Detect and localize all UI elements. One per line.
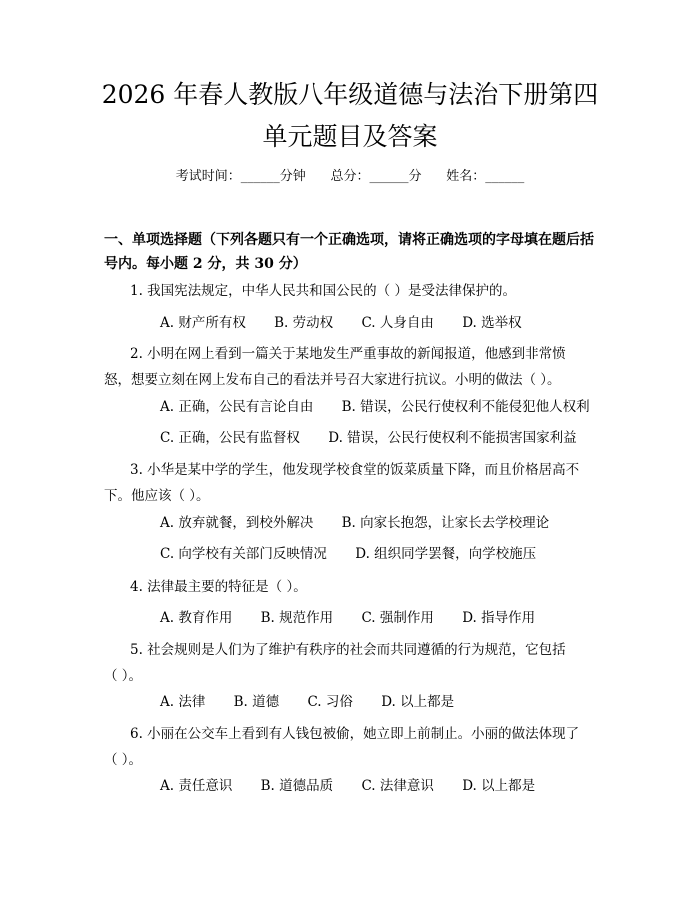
section-heading-line-2: 号内。每小题 2 分，共 30 分） — [104, 256, 307, 272]
section-heading — [104, 228, 620, 276]
exam-info-line: 考试时间：______分钟 总分：______分 姓名：______ — [175, 169, 525, 184]
question-3-options-row-1 — [160, 513, 640, 533]
option-a: A. 放弃就餐，到校外解决 — [160, 515, 314, 531]
question-2-options-row-2 — [160, 428, 640, 448]
question-3-stem-line-1: 3. 小华是某中学的学生，他发现学校食堂的饭菜质量下降，而且价格居高不 — [130, 462, 580, 478]
question-6-stem-line-1: 6. 小丽在公交车上看到有人钱包被偷，她立即上前制止。小丽的做法体现了 — [130, 726, 580, 742]
option-c: C. 人身自由 — [361, 315, 434, 331]
question-3-options-row-2 — [160, 544, 640, 564]
question-2 — [104, 341, 624, 393]
question-5-stem-line-2: （ ）。 — [104, 668, 143, 684]
option-a: A. 财产所有权 — [160, 315, 246, 331]
option-b: B. 劳动权 — [274, 315, 334, 331]
question-2-options-row-1 — [160, 397, 640, 417]
option-a: A. 教育作用 — [160, 610, 233, 626]
question-6 — [104, 721, 624, 773]
section-heading-line-1: 一、单项选择题（下列各题只有一个正确选项，请将正确选项的字母填在题后括 — [104, 232, 594, 248]
option-b: B. 规范作用 — [260, 610, 334, 626]
option-d: D. 以上都是 — [462, 778, 536, 794]
option-c: C. 强制作用 — [361, 610, 434, 626]
option-a: A. 正确，公民有言论自由 — [160, 399, 314, 415]
question-2-stem-line-2: 怒，想要立刻在网上发布自己的看法并号召大家进行抗议。小明的做法（ ）。 — [104, 372, 561, 388]
option-a: A. 法律 — [160, 694, 206, 710]
option-b: B. 向家长抱怨，让家长去学校理论 — [341, 515, 550, 531]
question-2-stem-line-1: 2. 小明在网上看到一篇关于某地发生严重事故的新闻报道，他感到非常愤 — [130, 346, 566, 362]
question-1-options — [160, 313, 640, 333]
question-1-stem: 1. 我国宪法规定，中华人民共和国公民的（ ）是受法律保护的。 — [130, 283, 516, 299]
question-3 — [104, 457, 624, 509]
document-title-line-1: 2026 年春人教版八年级道德与法治下册第四 — [101, 80, 599, 109]
question-1 — [104, 278, 624, 304]
question-5-options — [160, 692, 640, 712]
option-c: C. 法律意识 — [361, 778, 434, 794]
document-title-line-2: 单元题目及答案 — [262, 122, 438, 151]
option-c: C. 习俗 — [307, 694, 353, 710]
question-3-stem-line-2: 下。他应该（ ）。 — [104, 488, 210, 504]
option-d: D. 指导作用 — [462, 610, 536, 626]
question-5 — [104, 637, 624, 689]
question-4-stem: 4. 法律最主要的特征是（ ）。 — [130, 579, 307, 595]
question-6-stem-line-2: （ ）。 — [104, 752, 143, 768]
question-6-options — [160, 776, 640, 796]
option-d: D. 以上都是 — [381, 694, 455, 710]
option-d: D. 错误，公民行使权利不能损害国家利益 — [328, 430, 577, 446]
option-a: A. 责任意识 — [160, 778, 233, 794]
option-b: B. 道德品质 — [260, 778, 334, 794]
question-4 — [104, 574, 624, 600]
option-d: D. 选举权 — [462, 315, 522, 331]
option-b: B. 道德 — [233, 694, 280, 710]
question-5-stem-line-1: 5. 社会规则是人们为了维护有秩序的社会而共同遵循的行为规范，它包括 — [130, 642, 566, 658]
option-b: B. 错误，公民行使权利不能侵犯他人权利 — [341, 399, 590, 415]
option-c: C. 向学校有关部门反映情况 — [160, 546, 327, 562]
option-d: D. 组织同学罢餐，向学校施压 — [355, 546, 537, 562]
question-4-options — [160, 608, 640, 628]
option-c: C. 正确，公民有监督权 — [160, 430, 300, 446]
